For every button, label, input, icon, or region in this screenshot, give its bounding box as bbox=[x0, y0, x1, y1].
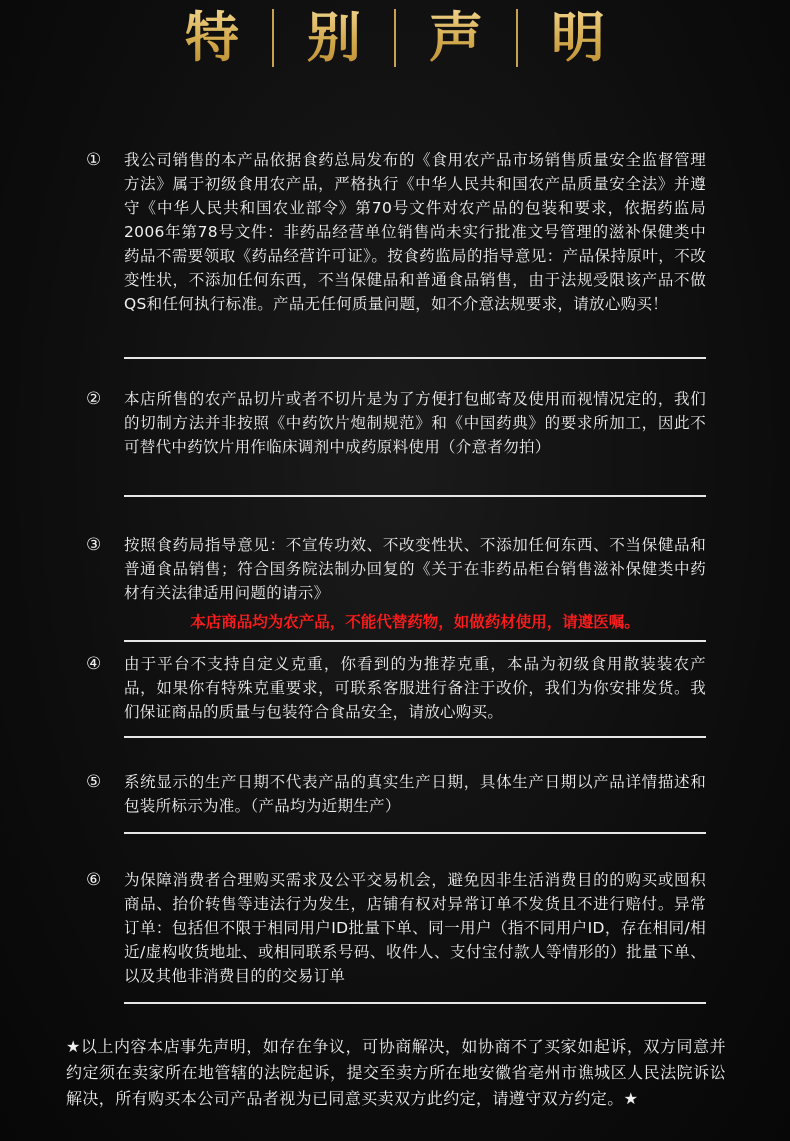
item-number: ⑤ bbox=[86, 772, 102, 792]
item-divider bbox=[124, 357, 706, 359]
item-divider bbox=[124, 832, 706, 834]
item-text: 由于平台不支持自定义克重，你看到的为推荐克重，本品为初级食用散装装农产品，如果你有特殊克重要求，可联系客服进行备注于改价，我们为你安排发货。我们保证商品的质量与包装符合食品安全，请放心购买。 bbox=[124, 655, 706, 721]
title-divider bbox=[394, 9, 396, 67]
footer-notice: ★以上内容本店事先声明，如存在争议，可协商解决，如协商不了买家如起诉，双方同意并约定须在卖家所在地管辖的法院起诉，提交至卖方所在地安徽省亳州市谯城区人民法院诉讼解决，所有购买本公司产品者视为已同意买卖双方此约定，请遵守双方约定。★ bbox=[66, 1037, 726, 1108]
title-char: 特 bbox=[166, 0, 258, 75]
item-divider bbox=[124, 1002, 706, 1004]
item-number: ③ bbox=[86, 535, 102, 555]
item-text: 本店所售的农产品切片或者不切片是为了方便打包邮寄及使用而视情况定的，我们的切制方法并非按照《中药饮片炮制规范》和《中国药典》的要求所加工，因此不可替代中药饮片用作临床调剂中成药原料使用（介意者勿拍） bbox=[124, 390, 706, 456]
item-text: 我公司销售的本产品依据食药总局发布的《食用农产品市场销售质量安全监督管理方法》属于初级食用农产品，严格执行《中华人民共和国农产品质量安全法》并遵守《中华人民共和国农业部令》第70号文件对农产品的包装和要求，依据药监局2006年第78号文件：非药品经营单位销售尚未实行批准文号管理的滋补保健类中药品不需要领取《药品经营许可证》。按食药监局的指导意见：产品保持原叶，不改变性状，不添加任何东西，不当保健品和普通食品销售，由于法规受限该产品不做QS和任何执行标准。产品无任何质量问题，如不介意法规要求，请放心购买！ bbox=[124, 151, 706, 313]
item-divider bbox=[124, 495, 706, 497]
title-divider bbox=[272, 9, 274, 67]
title-char: 明 bbox=[532, 0, 624, 75]
item-text: 系统显示的生产日期不代表产品的真实生产日期，具体生产日期以产品详情描述和包装所标示为准。（产品均为近期生产） bbox=[124, 773, 706, 815]
item-number: ① bbox=[86, 150, 102, 170]
title-char: 别 bbox=[288, 0, 380, 75]
title-divider bbox=[516, 9, 518, 67]
warning-text: 本店商品均为农产品，不能代替药物，如做药材使用，请遵医嘱。 bbox=[190, 613, 640, 631]
title-char: 声 bbox=[410, 0, 502, 75]
item-number: ④ bbox=[86, 654, 102, 674]
item-number: ② bbox=[86, 389, 102, 409]
item-divider bbox=[124, 640, 706, 642]
page-title bbox=[0, 0, 790, 75]
item-divider bbox=[124, 736, 706, 738]
item-number: ⑥ bbox=[86, 870, 102, 890]
item-text: 按照食药局指导意见：不宣传功效、不改变性状、不添加任何东西、不当保健品和普通食品销售；符合国务院法制办回复的《关于在非药品柜台销售滋补保健类中药材有关法律适用问题的请示》 bbox=[124, 536, 706, 602]
item-text: 为保障消费者合理购买需求及公平交易机会，避免因非生活消费目的的购买或囤积商品、抬价转售等违法行为发生，店铺有权对异常订单不发货且不进行赔付。异常订单：包括但不限于相同用户ID批量下单、同一用户（指不同用户ID，存在相同/相近/虚构收货地址、或相同联系号码、收件人、支付宝付款人等情形的）批量下单、以及其他非消费目的的交易订单 bbox=[124, 871, 706, 985]
